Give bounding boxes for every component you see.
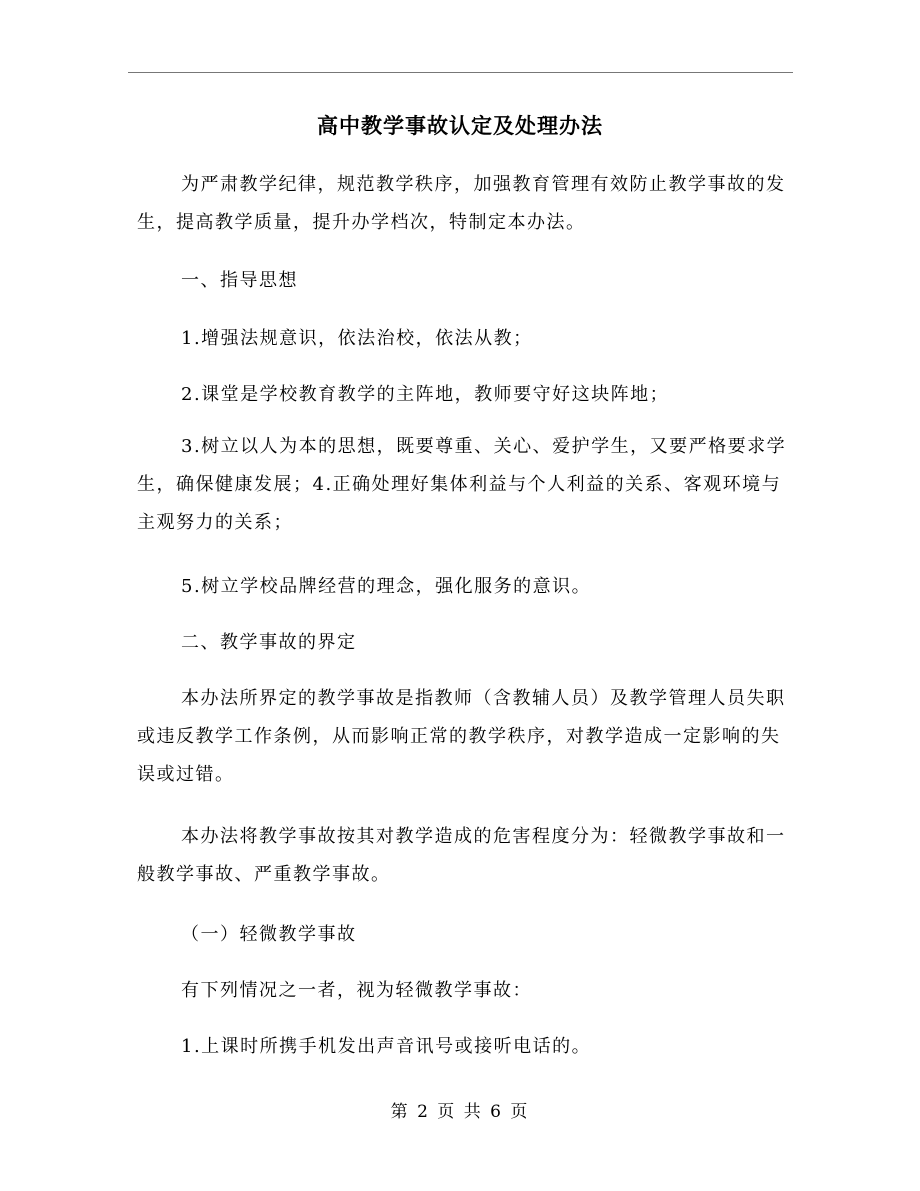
list-item-2: 2.课堂是学校教育教学的主阵地，教师要守好这块阵地； bbox=[181, 384, 670, 405]
page-footer: 第 2 页 共 6 页 bbox=[390, 1102, 530, 1122]
list-item-minor-1: 1.上课时所携手机发出声音讯号或接听电话的。 bbox=[181, 1036, 592, 1057]
list-item-3-4: 3.树立以人为本的思想，既要尊重、关心、爱护学生，又要严格要求学生，确保健康发展；4.正确处理好集体利益与个人利益的关系、客观环境与主观努力的关系； bbox=[137, 436, 787, 533]
list-item-5: 5.树立学校品牌经营的理念，强化服务的意识。 bbox=[181, 576, 592, 597]
paragraph-classification: 本办法将教学事故按其对教学造成的危害程度分为：轻微教学事故和一般教学事故、严重教学事故。 bbox=[137, 826, 786, 885]
section-heading-definition: 二、教学事故的界定 bbox=[181, 632, 357, 653]
paragraph-minor-intro: 有下列情况之一者，视为轻微教学事故： bbox=[181, 980, 532, 1001]
list-item-1: 1.增强法规意识，依法治校，依法从教； bbox=[181, 328, 533, 349]
document-title: 高中教学事故认定及处理办法 bbox=[317, 113, 603, 138]
header-rule bbox=[128, 72, 793, 73]
subsection-heading-minor: （一）轻微教学事故 bbox=[181, 924, 357, 945]
paragraph-definition: 本办法所界定的教学事故是指教师（含教辅人员）及教学管理人员失职或违反教学工作条例，从而影响正常的教学秩序，对教学造成一定影响的失误或过错。 bbox=[137, 688, 786, 785]
paragraph-intro: 为严肃教学纪律，规范教学秩序，加强教育管理有效防止教学事故的发生，提高教学质量，提升办学档次，特制定本办法。 bbox=[137, 174, 786, 233]
section-heading-guiding-thought: 一、指导思想 bbox=[181, 270, 298, 291]
